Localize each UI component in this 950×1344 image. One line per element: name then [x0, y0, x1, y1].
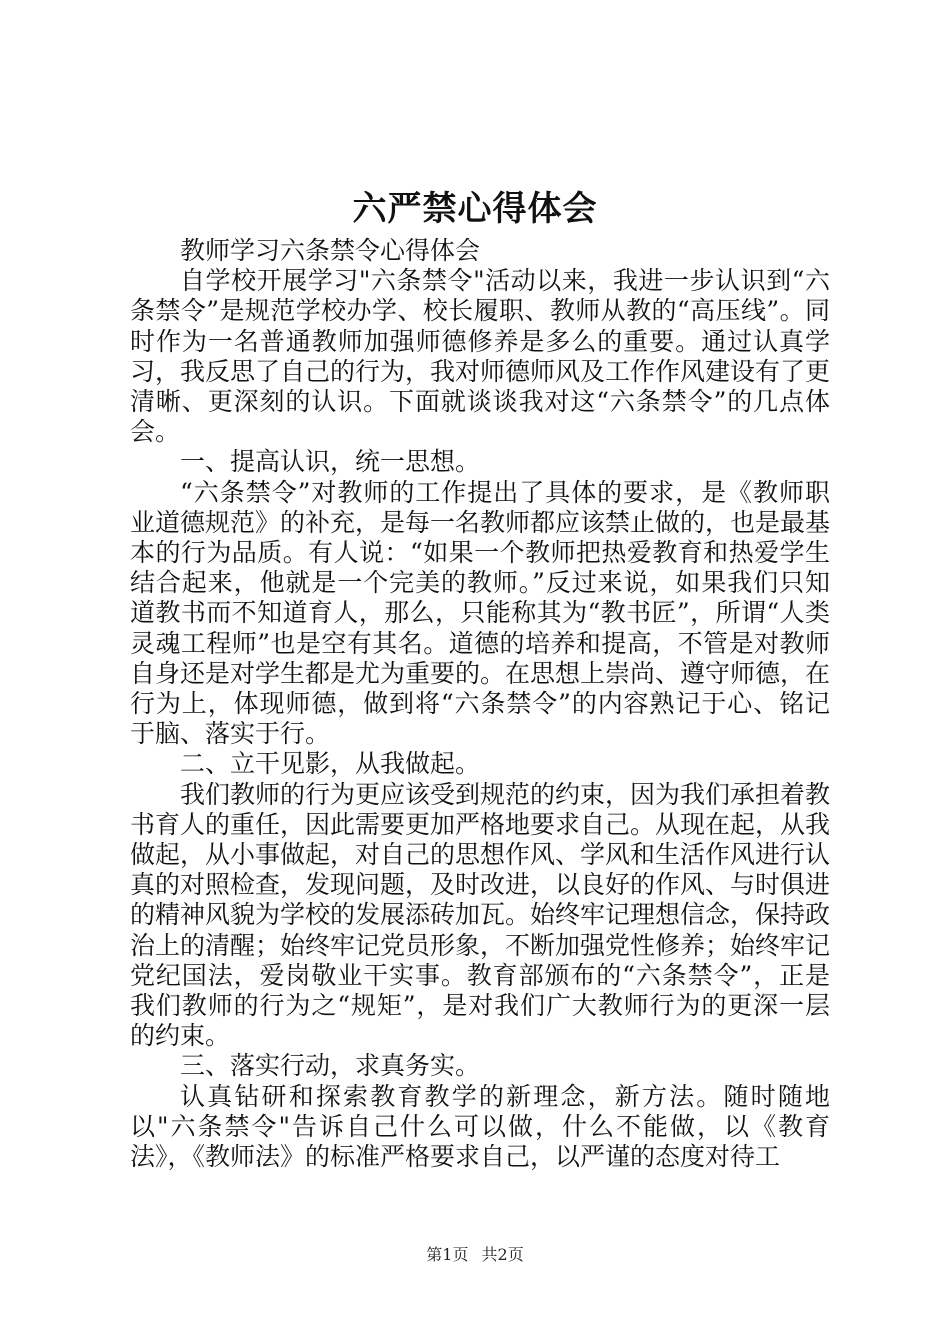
paragraph-section-1: “六条禁令”对教师的工作提出了具体的要求，是《教师职业道德规范》的补充，是每一名教师都应该禁止做的，也是最基本的行为品质。有人说：“如果一个教师把热爱教育和热爱学生结合起来，他就是一个完美的教师。”反过来说，如果我们只知道教书而不知道育人，那么，只能称其为“教书匠”，所谓“人类灵魂工程师”也是空有其名。道德的培养和提高，不管是对教师自身还是对学生都是尤为重要的。在思想上崇尚、遵守师德，在行为上，体现师德，做到将“六条禁令”的内容熟记于心、铭记于脑、落实于行。	[130, 477, 831, 749]
paragraph-section-2: 我们教师的行为更应该受到规范的约束，因为我们承担着教书育人的重任，因此需要更加严格地要求自己。从现在起，从我做起，从小事做起，对自己的思想作风、学风和生活作风进行认真的对照检查，发现问题，及时改进，以良好的作风、与时俱进的精神风貌为学校的发展添砖加瓦。始终牢记理想信念，保持政治上的清醒；始终牢记党员形象，不断加强党性修养；始终牢记党纪国法，爱岗敬业干实事。教育部颁布的“六条禁令”，正是我们教师的行为之“规矩”，是对我们广大教师行为的更深一层的约束。	[130, 779, 831, 1051]
section-heading-1: 一、提高认识，统一思想。	[180, 447, 481, 477]
section-heading-3: 三、落实行动，求真务实。	[180, 1051, 481, 1081]
paragraph-subtitle: 教师学习六条禁令心得体会	[180, 236, 481, 265]
document-title: 六严禁心得体会	[352, 189, 598, 229]
page-number: 第1页	[426, 1245, 469, 1264]
document-body	[130, 236, 830, 1172]
section-heading-2: 二、立干见影，从我做起。	[180, 749, 481, 779]
paragraph-section-3: 认真钻研和探索教育教学的新理念，新方法。随时随地以"六条禁令"告诉自己什么可以做，什么不能做，以《教育法》，《教师法》的标准严格要求自己，以严谨的态度对待工	[130, 1081, 830, 1172]
page-total: 共2页	[481, 1245, 524, 1264]
paragraph-intro: 自学校开展学习"六条禁令"活动以来，我进一步认识到“六条禁令”是规范学校办学、校长履职、教师从教的“高压线”。同时作为一名普通教师加强师德修养是多么的重要。通过认真学习，我反思了自己的行为，我对师德师风及工作作风建设有了更清晰、更深刻的认识。下面就谈谈我对这“六条禁令”的几点体会。	[130, 266, 831, 447]
page-footer	[0, 1244, 950, 1266]
